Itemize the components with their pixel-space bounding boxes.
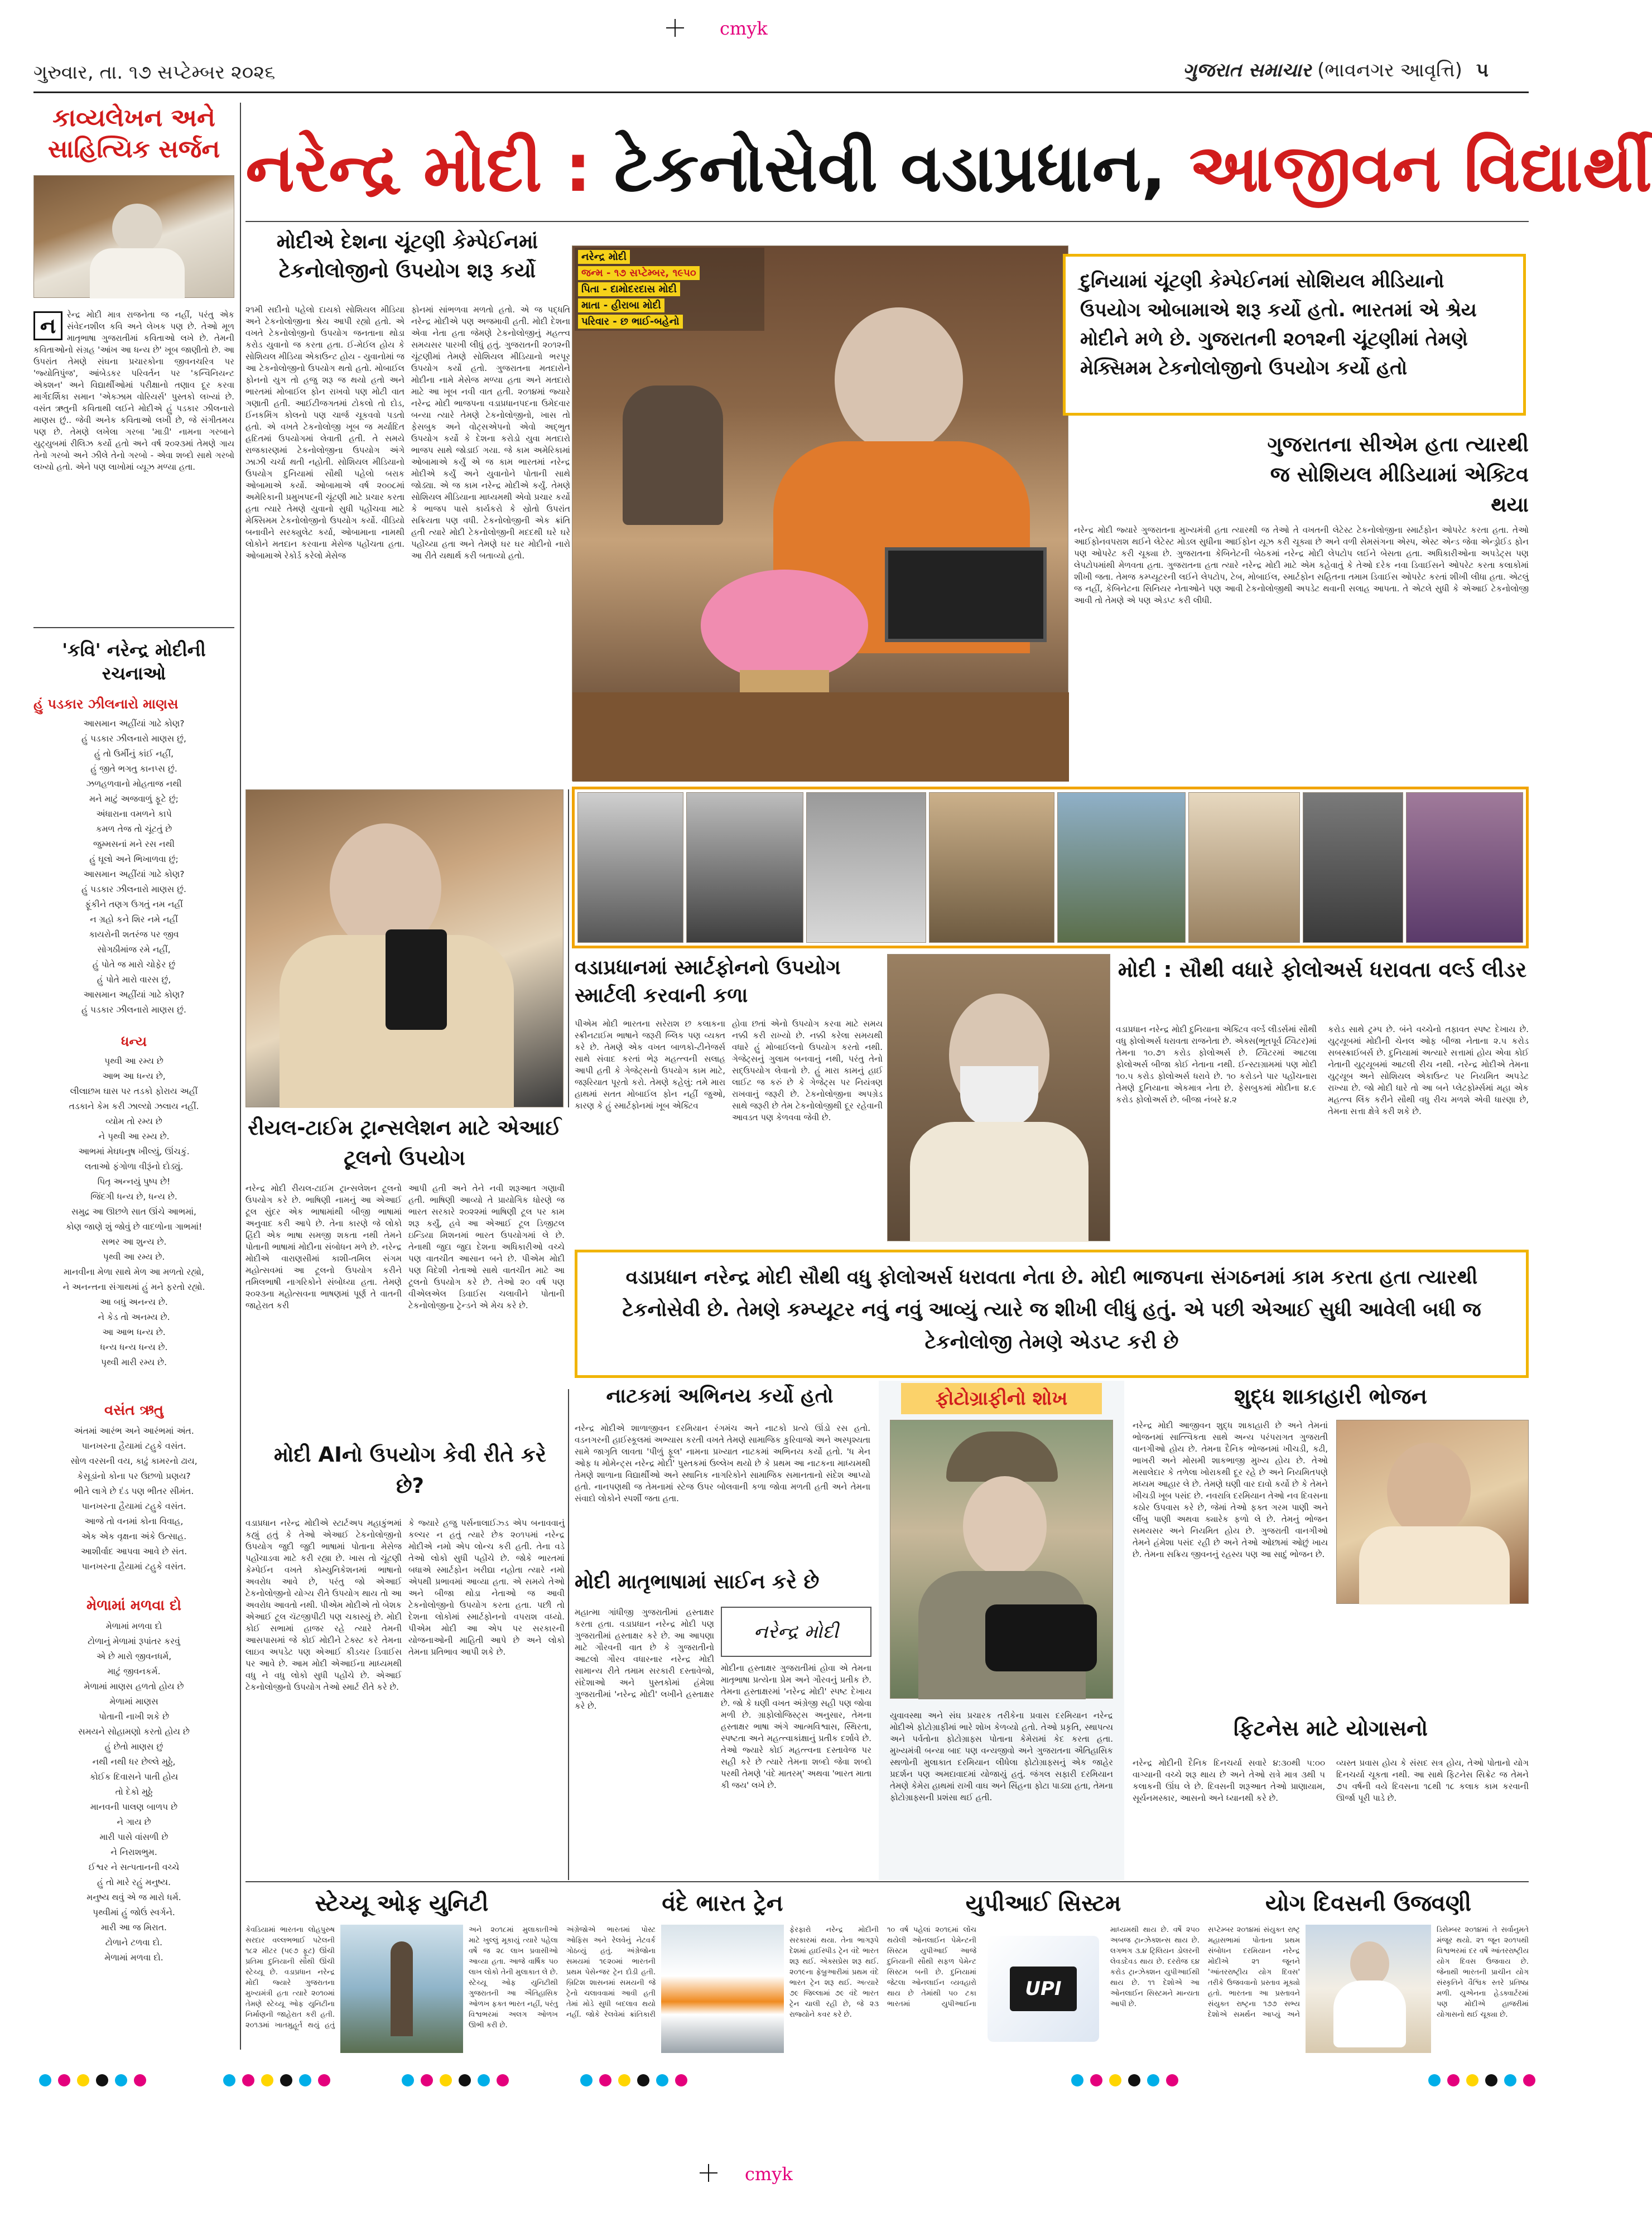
headline-rule [245,221,1529,222]
b1-title: સ્ટેચ્યૂ ઓફ યુનિટી [315,1891,489,1916]
poem-line: કમળ તેજ તો ચૂંટતું છે [95,824,172,834]
a8-title: ફોટોગ્રાફીનો શોખ [901,1383,1102,1414]
poem-line: મારી પાસે વાંસળી છે [99,1832,168,1842]
registration-dot [242,2074,254,2086]
registration-dot [440,2074,452,2086]
food-photo [1336,1420,1529,1604]
quote-top-text: દુનિયામાં ચૂંટણી કેમ્પેઈનમાં સોશિયલ મીડિયાનો ઉપયોગ ઓબામાએ શરૂ કર્યો હતો. ભારતમાં એ શ્રેય મોદીને મળે છે. ગુજરાતની ૨૦૧૨ની ચૂંટણીમાં તેમણે મેક્સિમમ ટેકનોલોજીનો ઉપયોગ કર્યો હતો [1080,270,1477,379]
registration-dot [637,2074,649,2086]
poem-line: ઝળહળવાનો મોહતાજ નથી [86,779,182,789]
headline-part2: ટેકનોસેવી વડાપ્રધાન, [614,129,1189,206]
a6-title: નાટકમાં અભિનય કર્યો હતો [606,1385,834,1408]
poem-line: ને નિરાશભુમ. [110,1847,157,1857]
poem-line: પાનખરના હૈયામાં ટહુકે વસંત. [81,1561,186,1572]
poem-line: હું પડકાર ઝીલનારો માણસ છું, [81,734,186,744]
poem-line: કેસૂડાંનો કોના પર ઉછળો પ્રણય? [77,1471,191,1481]
a2-title: ગુજરાતના સીએમ હતા ત્યારથી જ સોશિયલ મીડિયામાં એક્ટિવ થયા [1267,432,1529,517]
poem-line: હું પોતે જ મારો ચોફેર છું [92,960,176,970]
poem-line: એ છે મારો જીવનધર્મ, [96,1651,172,1661]
registration-dot [1504,2074,1516,2086]
strip-photo-8 [1406,792,1523,943]
camera-photo [890,1420,1113,1699]
strip-photo-4 [929,792,1054,943]
poem3-lines [33,1424,234,1585]
registration-dot [459,2074,471,2086]
phone-photo [245,789,563,1107]
poem-line: પિતૃ અન્નયું પુષ્પ છે! [97,1177,171,1187]
registration-mark-top [664,17,686,39]
b3-body: ૧૦ વર્ષ પહેલાં ૨૦૧૬માં લોંચ થયેલી ઓનલાઈન પેમેન્ટની સિસ્ટમ યુપીઆઈ આજે દુનિયાની સૌથી સફળ પેમેન્ટ સિસ્ટમ બની છે. દુનિયામાં જેટલા ઓનલાઈન વ્યવહારો થાય છે તેમાંથી ૫૦ ટકા ભારતમાં યુપીઆઈના માધ્યમથી થાય છે. વર્ષે ૨૫૦ અબજ ટ્રાન્ઝેક્શન્સ થાય છે. લગભગ ૩.૪ ટ્રિલિયન ડોલરની લેવડદેવડ થાય છે. દરરોજ ૬૪ કરોડ ટ્રાન્ઝેક્શન યુપીઆઈથી થાય છે. ૧૧ દેશોએ આ ઓનલાઈન સિસ્ટમને માન્યતા આપી છે. [887,1926,1200,2008]
signature-box [721,1607,871,1657]
registration-dot [39,2074,51,2086]
bottom-box-4 [1208,1888,1529,2056]
poem-line: ને પૃથ્વી આ રમ્ય છે. [98,1131,170,1141]
registration-dot [497,2074,509,2086]
upi-logo-icon: UPI [988,1936,1099,2042]
poem4-lines [33,1619,234,1982]
poem-line: અંધારાના વમળને કાપે [96,809,172,819]
registration-dot [656,2074,668,2086]
masthead [1183,59,1489,81]
bottom-box-1 [245,1888,558,2056]
poem-line: હું જીતે ભગતુ કાનપ્સ છું. [90,764,177,774]
poem1-lines [33,716,234,1029]
a8-caption: યુવાવસ્થા અને સંઘ પ્રચારક તરીકેના પ્રવાસ દરમિયાન નરેન્દ્ર મોદીએ ફોટોગ્રાફીમાં ભારે શોખ કેળવ્યો હતો. તેઓ પ્રકૃતિ, સ્થાપત્ય અને પર્વતોના ફોટોગ્રાફ્સ પોતાના કેમેરામાં કેદ કરતા હતા. મુખ્યમંત્રી બન્યા બાદ પણ વન્યજીવો અને ગુજરાતના ઐતિહાસિક સ્થળોની મુલાકાત દરમિયાન લીધેલા ફોટોગ્રાફ્સનું એક જાહેર પ્રદર્શન પણ અમદાવાદમાં યોજાયું હતું. જંગલ સફારી દરમિયાન તેમણે કેમેરા હાથમાં રાખી વાઘ અને સિંહના ફોટા પાડ્યા હતા, તેમના ફોટોગ્રાફ્સની પ્રશંસા થઈ હતી. [890,1710,1113,1802]
b4-body: સપ્ટેમ્બર ૨૦૧૪માં સંયુક્ત રાષ્ટ્ર મહાસભામાં પોતાના પ્રથમ સંબોધન દરમિયાન નરેન્દ્ર મોદીએ ૨૧ જૂનને 'આંતરરાષ્ટ્રીય યોગ દિવસ' તરીકે ઉજવવાનો પ્રસ્તાવ મૂક્યો હતો. ભારતના આ પ્રસ્તાવને સંયુક્ત રાષ્ટ્રના ૧૭૭ સભ્ય દેશોએ સમર્થન આપ્યું અને ડિસેમ્બર ૨૦૧૪માં તે સર્વાનુમતે મંજૂર થયો. ૨૧ જૂન ૨૦૧૫થી વિશ્વભરમાં દર વર્ષે આંતરરાષ્ટ્રીય યોગ દિવસ ઉજવાય છે. જેનાથી ભારતની પ્રાચીન યોગ સંસ્કૃતિને વૈશ્વિક સ્તરે પ્રતિષ્ઠા મળી. યુએનના હેડક્વાર્ટરમાં પણ મોદીએ હાજરીમાં યોગાસનો થઈ ચૂક્યા છે. [1208,1926,1529,2019]
poem-line: પૃથ્વી મારી રમ્ય છે. [100,1357,167,1367]
a10-title: શુદ્ધ શાકાહારી ભોજન [1234,1384,1427,1409]
registration-dot [1523,2074,1535,2086]
quote-mid [575,1250,1529,1378]
registration-dot [318,2074,330,2086]
poem-line: આસમાન અહીંયાં ગાઢે કોણ? [83,869,185,879]
poem-line: આ આભ ધન્ય છે. [102,1327,166,1337]
poem-line: ભીતે લાગે છે દંડ પણ ભીતર સીમંત. [74,1486,194,1496]
strip-photo-1 [577,792,683,943]
sidebar-intro [33,309,234,621]
headline-part1: નરેન્દ્ર મોદી : [245,129,614,206]
poem-line: સભર આ શુન્ય છે. [101,1237,167,1247]
cmyk-mark-bottom: cmyk [745,2163,793,2185]
sidebar-title: કાવ્યલેખન અને સાહિત્યિક સર્જન [47,104,220,163]
bottom-box-3 [887,1888,1200,2056]
registration-dot [77,2074,89,2086]
poem-line: કોઈક દિવાસને પાતી હોય [89,1772,179,1782]
cmyk-mark-top: cmyk [720,18,768,39]
a1-title: મોદીએ દેશના ચૂંટણી કેમ્પેઈનમાં ટેકનોલોજીનો ઉપયોગ શરૂ કર્યો [276,230,538,282]
poem2-lines [33,1054,234,1377]
poem-line: હું છેતો માણસ છું [104,1742,163,1752]
poem-line: ફૂંકીને તણગ ઉગતું નમ નહીં [85,899,183,909]
registration-dot [1147,2074,1159,2086]
registration-dot [223,2074,235,2086]
registration-dot [1109,2074,1121,2086]
poem-line: માટું જીવનકર્મ. [107,1666,161,1676]
photo-strip [572,787,1529,948]
poem-line: માનવની પાલણ બાળપ છે [90,1802,178,1812]
a1-col2: ફોનમાં સાંભળવા મળતો હતો. એ જ પદ્ધતિ નરેન્દ્ર મોદીએ પણ અજમાવી હતી. મોદી દેશના એવા નેતા હતા જેમણે ટેકનોલોજીનું મહત્ત્વ સમયસર પારખી લીધું હતું. ગુજરાતની ૨૦૧૨ની ચૂંટણીમાં તેમણે સોશિયલ મીડિયાનો ભરપૂર ઉપયોગ કર્યો હતો. ગુજરાતના મતદારોને મોદીના નામે મેસેજ મળ્યા હતા અને મતદારો માટે આ ખૂબ નવી વાત હતી. ૨૦૧૪માં જ્યારે નરેન્દ્ર મોદી ભાજપના વડાપ્રધાનપદના ઉમેદવાર બન્યા ત્યારે તેમણે ટેકનોલોજીનો, ખાસ તો ફેસબુક અને વોટ્સએપનો એવો અદ્ભુત ઉપયોગ કર્યો કે દેશના કરોડો યુવા મતદારો ભાજપ સાથે જોડાઈ ગયા. જે કામ અમેરિકામાં ઓબામાએ કર્યું એ જ કામ ભારતમાં નરેન્દ્ર મોદીએ કર્યું અને યુવાનોને પોતાની સાથે જોડ્યા. એ જ કામ નરેન્દ્ર મોદીએ કર્યું. તેમણે સોશિયલ મીડિયાના માધ્યમથી એવો પ્રચાર કર્યો કે ભાજપ પાસે કાર્યકરો કે સ્રોતો ઉપરાંત સક્રિયતા પણ વધી. ટેકનોલોજીની એક ક્રાંતિ હતી ત્યારે મોદી ટેકનોલોજીની મદદથી ઘરે ઘરે પહોંચ્યા હતા અને તેમણે ઘર ઘર મોદીનો નારો આ રીતે યથાર્થ કરી બતાવ્યો હતો. [411,305,570,561]
registration-dot [115,2074,127,2086]
registration-dot [58,2074,70,2086]
registration-dot [580,2074,593,2086]
writing-photo [33,175,234,298]
a9-col1: મહાત્મા ગાંધીજી ગુજરાતીમાં હસ્તાક્ષર કરતા હતા. વડાપ્રધાન નરેન્દ્ર મોદી પણ ગુજરાતીમાં હસ્તાક્ષર કરે છે. આ આપણા માટે ગૌરવની વાત છે કે ગુજરાતીનો આટલો ગૌરવ વધારનાર નરેન્દ્ર મોદી સામાન્ય રીતે તમામ સરકારી દસ્તાવેજો, સંદેશાઓ અને પુસ્તકોમાં હંમેશા ગુજરાતીમાં 'નરેન્દ્ર મોદી' લખીને હસ્તાક્ષર કરે છે. [575,1607,714,1711]
poem-line: સોગઠીમાંજ રમે નહીં, [97,944,171,955]
poem-line: આસમાન અહીંયાં ગાઢે કોણ? [83,990,185,1000]
poem-line: હું પોતે મારો વારસ છું, [97,975,171,985]
poem-line: સોળ વરસની વય, કાઢું કામરનો ઢાય, [70,1456,198,1466]
poem-line: ન ગ્રહો કને શિર નમે નહીં [90,914,178,924]
registration-dot [1466,2074,1478,2086]
a4-col1: પીએમ મોદી ભારતના સરેરાશ છ કલાકના સ્ક્રીનટાઈમ ભાષાને જરૂરી બ્લિક પણ વ્યક્ત કરે છે. તેમણે એક વખત બાળકો-ટીનેજર્સ સાથે સંવાદ કરતાં ભેરૂ મહત્ત્વની સલાહ આપી હતી કે ગેજેટ્સનો ઉપયોગ કામ માટે, જરૂરિયાત પૂરતો કરો. તેમણે કહેલું: તમે મારા હાથમાં સતત મોબાઈલ ફોન નહીં જુઓ, કારણ કે હું સ્માર્ટફોનમાં ખૂબ એક્ટિવ [575,1019,725,1111]
poem-line: ધન્ય ધન્ય ધન્ય છે. [100,1342,168,1352]
poem-line: પોતાની નાખી શકે છે [98,1712,170,1722]
poem-line: મેળામાં માણસ [109,1697,158,1707]
poem-line: ઈશ્વર ને સત્પતાનની વચ્ચે [88,1862,180,1872]
registration-dot [1071,2074,1083,2086]
poem-line: તો દેકો મુઠ્ઠે [115,1787,153,1797]
intro-text: રેન્દ્ર મોદી માત્ર રાજનેતા જ નહીં, પરંતુ એક સંવેદનશીલ કવિ અને લેખક પણ છે. તેઓ મૂળ માતૃભાષા ગુજરાતીમાં કવિતાઓ લખે છે. તેમની કવિતાઓનો સંગ્રહ 'આંખ આ ધન્ય છે' ખૂબ જાણીતો છે. આ ઉપરાંત તેમણે સંઘના પ્રચારકોના જીવનચરિત્ર પર 'જ્યોતિપુંજ', આંબેડકર પરિવર્તન પર 'કન્વિનિયન્ટ એક્શન' અને વિદ્યાર્થીઓમાં પરીક્ષાનો તણાવ દૂર કરવા માર્ગદર્શિકા સમાન 'એક્ઝામ વોરિયર્સ' પુસ્તકો લખ્યાં છે. વસંત ઋતુની કવિતાથી લઈને મોદીએ હું પડકાર ઝીલનારો માણસ છું.. જેવી અનેક કવિતાઓ લખી છે, જે સંગીતમય પણ છે. તેમણે લખેલા ગરબા 'માડી' નામના ગરબાને યુટ્યુબમાં રીલિઝ કર્યો હતો અને વર્ષ ૨૦૨૩માં તેમણે ગાય તેનો ગરબો અને ઝીલે તેનો ગરબો - એવા શબ્દો સાથે ગરબો લખ્યો હતો. એને પણ લાખોમાં વ્યૂઝ મળ્યા હતા. [33,310,234,472]
registration-dot [478,2074,490,2086]
poem-line: મારી આ જ મિરાત. [101,1922,167,1932]
a7-col2: કે જ્યારે હજુ પર્સનાલાઈઝ્ડ એપ બનાવવાનું કલ્ચર ન હતું ત્યારે છેક ૨૦૧૫માં નરેન્દ્ર મોદીએ નમો એપ લોન્ચ કરી હતી. તેના વડે તેઓ લોકો સુધી પહોંચે છે. જોકે ભારતમાં બધાએ સ્માર્ટફોન ખરીદ્યા નહોતા ત્યારે નમો એપથી પ્રભાવમાં આવ્યા હતા. એ સમયે તેઓ અને બીજા થોડા નેતાઓ જ આવી ટેકનોલોજીનો ઉપયોગ કરતા હતા. પછી તો દેશના લોકોમાં સ્માર્ટફોનનો વપરાશ વધ્યો. પીએમ મોદી આ એપ પર સરકારની યોજનાઓની માહિતી આપે છે અને લોકો તેમના પ્રતિભાવ આપી શકે છે. [408,1518,565,1657]
poem-line: તડકાને કેમ કરી ઝાલ્યો ઝલાય નહીં. [69,1101,199,1111]
quote-top [1063,254,1526,416]
poem-line: લીલાછમ ઘાસ પર તડકો ફોરાય અહીં [70,1086,198,1096]
main-headline [245,126,1652,210]
bio-family: પરિવાર - છ ભાઈ-બહેનો [578,315,683,329]
poem-line: મનુષ્ય થવું એ જ મારો ધર્મ. [86,1892,181,1902]
registration-dot [1428,2074,1441,2086]
col-rule-1 [568,789,569,1107]
poem-line: મેળામાં મળવા દો. [104,1953,163,1963]
registration-dot [1128,2074,1140,2086]
strip-photo-2 [686,792,803,943]
b2-title: વંદે ભારત ટ્રેન [662,1891,783,1916]
a11-col2: વ્યસ્ત પ્રવાસ હોય કે સંસદ સત્ર હોય, તેઓ પોતાનો યોગ દિનચર્યા ચૂકતા નથી. આ સાથે ફિટનેસ સિક્રેટ જ તેમને ૭૫ વર્ષની વયે દિવસના ૧૮થી ૧૮ કલાક કામ કરવાની ઊર્જા પૂરી પાડે છે. [1336,1758,1529,1803]
edition-name: (ભાવનગર આવૃત્તિ) [1317,59,1462,81]
bottom-box-2 [566,1888,879,2056]
poem-line: આભમાં મેઘધનુષ ખીલ્યું, ઊંચકું. [78,1146,190,1156]
a9-title: મોદી માતૃભાષામાં સાઈન કરે છે [575,1570,820,1593]
poem-line: હું તો ઉર્મીનું કાંઈ નહીં, [94,749,174,759]
registration-dot [421,2074,433,2086]
poem-line: હું તો મારે રહું મનુષ્ય. [97,1877,171,1887]
poem-line: કોણ જાણે શું જોવું છે વાદળોના ગાભમાં! [65,1222,203,1232]
a11-title: ફિટનેસ માટે યોગાસનો [1234,1716,1428,1741]
drop-cap: ન [33,311,62,340]
strip-photo-5 [1057,792,1186,943]
bio-born: જન્મ - ૧૭ સપ્ટેમ્બર, ૧૯૫૦ [578,266,700,280]
poem-line: જિંદગી ધન્ય છે, ધન્ય છે. [90,1192,177,1202]
poem-line: પાનખરના હૈયામાં ટહુકે વસંત. [81,1501,186,1511]
bottom-rule [245,1881,1529,1882]
poem-line: પૃથ્વી આ રમ્ય છે [104,1056,163,1066]
registration-dot [261,2074,273,2086]
a5-col1: વડાપ્રધાન નરેન્દ્ર મોદી દુનિયાના એક્ટિવ વર્લ્ડ લીડર્સમાં સૌથી વધુ ફોલોઅર્સ ધરાવતા રાજનેતા છે. એક્સ(ભૂતપૂર્વ ટ્વિટર)માં તેમના ૧૦.૭૧ કરોડ ફોલોઅર્સ છે. ટ્વિટરમાં આટલા ફોલોઅર્સ બીજા કોઈ નેતાના નથી. ઈન્સ્ટાગ્રામમાં પણ મોદી ૧૦.૫ કરોડ ફોલોઅર્સ ધરાવે છે. ૧૦ કરોડને પાર પહોંચનારા તેમણે દુનિયાના એકમાત્ર નેતા છે. ફેસબુકમાં મોદીના ૪.૯ કરોડ ફોલોઅર્સ છે. બીજા નંબરે ૪.૨ [1116,1024,1317,1105]
registration-dot [96,2074,108,2086]
registration-dot [280,2074,292,2086]
a11-col1: નરેન્દ્ર મોદીની દૈનિક દિનચર્યા સવારે ૪:૩૦થી ૫:૦૦ વાગ્યાની વચ્ચે શરૂ થાય છે અને તેઓ રાત્રે માત્ર ૩થી ૫ કલાકની ઊંઘ લે છે. દિવસની શરૂઆત તેઓ પ્રાણાયામ, સૂર્યનમસ્કાર, આસનો અને ધ્યાનથી કરે છે. [1133,1758,1325,1803]
poem-line: કાયરોની શતરંજ પર જીવ [89,929,179,939]
b1-body: કેવડિયામાં ભારતના લોહપુરુષ સરદાર વલ્લભભાઈ પટેલની ૧૮૨ મીટર (૫૯૭ ફૂટ) ઊંચી પ્રતિમા દુનિયાની સૌથી ઊંચી સ્ટેચ્યૂ છે. વડાપ્રધાન નરેન્દ્ર મોદી જ્યારે ગુજરાતના મુખ્યમંત્રી હતા ત્યારે ૨૦૧૦માં તેમણે સ્ટેચ્યૂ ઓફ યુનિટીના નિર્માણની જાહેરાત કરી હતી. ૨૦૧૩માં ખાતમુહૂર્ત થયું હતું અને ૨૦૧૮માં મુલાકાતીઓ માટે ખુલ્લું મૂકાયું ત્યારે પહેલા વર્ષે જ ૨૮ લાખ પ્રવાસીઓ આવ્યા હતા. આજે વાર્ષિક ૫૦ લાખ લોકો તેની મુલાકાત લે છે. સ્ટેચ્યૂ ઓફ યુનિટીથી ગુજરાતની આ ઐતિહાસિક ઓળખ ફક્ત ભારત નહીં, પરંતુ વિશ્વભરમાં અલગ ઓળખ ઊભી કરી છે. [245,1926,558,2030]
a9-col2: મોદીના હસ્તાક્ષર ગુજરાતીમાં હોવા એ તેમના માતૃભાષા પ્રત્યેના પ્રેમ અને ગૌરવનું પ્રતીક છે. તેમના હસ્તાક્ષરમાં 'નરેન્દ્ર મોદી' સ્પષ્ટ દેખાય છે. જો કે ઘણી વખત અંગ્રેજી સહી પણ જોવા મળી છે. ગ્રાફોલોજિસ્ટ્સ અનુસાર, તેમના હસ્તાક્ષર ભાષા અંગે આત્મવિશ્વાસ, સ્થિરતા, સ્પષ્ટતા અને મહત્ત્વાકાંક્ષાનું પ્રતીક દર્શાવે છે. તેઓ જ્યારે કોઈ મહત્ત્વના દસ્તાવેજ પર સહી કરે છે ત્યારે તેમના શબ્દો જેવા શબ્દો પરથી તેમણે 'વંદે માતરમ્' અથવા 'ભારત માતા કી જય' લખે છે. [721,1663,871,1790]
registration-dot [402,2074,414,2086]
sidebar [33,103,234,2050]
sidebar-rule [240,103,241,2050]
poem-line: આજે તો વનમાં કોના વિવાહ, [84,1516,184,1526]
poem-line: ટોળાનું મેળામાં રૂપાંતર કરવું [88,1636,180,1646]
b2-body: અંગ્રેજોએ ભારતમાં પોસ્ટ ઓફિસ અને રેલવેનું નેટવર્ક ગોઠવ્યું હતું. અંગ્રેજોના સમયમાં ૧૯૨૦માં ભારતની પ્રથમ પેસેન્જર ટ્રેન દોડી હતી. બ્રિટિશ શાસનમાં સમયની જે ટ્રેનો ચલાવવામાં આવી હતી તેમાં મોડે સુધી બદલાવ થયો નહીં. જોકે રેલવેમાં ક્રાંતિકારી ફેરફારો નરેન્દ્ર મોદીની સરકારમાં થયા. તેના ભાગરૂપે દેશમાં હાઈસ્પીડ ટ્રેન વંદે ભારત શરૂ થઈ. એક્સપ્રેસ શરૂ થઈ. ૨૦૧૯ના ફેબ્રુઆરીમાં પ્રથમ વંદે ભારત ટ્રેન શરૂ થઈ. અત્યારે ૭૯ જિલ્લામાં ૭૯ વંદે ભારત ટ્રેન ચાલી રહી છે, જે ૨૩ રાજ્યોને કવર કરે છે. [566,1926,879,2019]
registration-dot [134,2074,146,2086]
b3-title: યુપીઆઈ સિસ્ટમ [965,1891,1121,1916]
a7-col1: વડાપ્રધાન નરેન્દ્ર મોદીએ સ્ટાર્ટઅપ મહાકુંભમાં કહ્યું હતું કે તેઓ એઆઈ ટેકનોલોજીનો ઉપયોગ જુદી જુદી ભાષામાં પોતાના મેસેજ પહોંચાડવા માટે કરી રહ્યા છે. ખાસ તો ચૂંટણી કેમ્પેઈન વખતે કોમ્યુનિકેશનમાં ભાષાનો અવરોધ આવે છે, પરંતુ જો એઆઈ ટેકનોલોજીનો યોગ્ય રીતે ઉપયોગ થાય તો આ અવરોધ આવતો નથી. પીએમ મોદીએ તો બેશક એઆઈ ટૂલ ચૅટજીપીટી પણ ચકાસ્યું છે. મોદી કોઈ સભામાં હાજર રહે ત્યારે તેમની આસપાસમાં જે કોઈ મોદીને ટેક્સ્ટ કરે તેમના લાઇવ અપડેટ પણ એઆઈ કીડચર ડિવાઈસ પર આવે છે. આમ મોદી એઆઈના માધ્યમથી વધુ ને વધુ લોકો સુધી પહોંચે છે. એઆઈ ટેકનોલોજીનો ઉપયોગ તેઓ સ્માર્ટ રીતે કરે છે. [245,1518,402,1692]
quote-mid-text: વડાપ્રધાન નરેન્દ્ર મોદી સૌથી વધુ ફોલોઅર્સ ધરાવતા નેતા છે. મોદી ભાજપના સંગઠનમાં કામ કરતા હતા ત્યારથી ટેકનોસેવી છે. તેમણે કમ્પ્યૂટર નવું નવું આવ્યું ત્યારે જ શીખી લીધું હતું. એ પછી એઆઈ સુધી આવેલી બધી જ ટેકનોલોજી તેમણે એડપ્ટ કરી છે [622,1266,1481,1353]
registration-dot [1485,2074,1497,2086]
poems-title: 'કવિ' નરેન્દ્ર મોદીની રચનાઓ [62,639,206,684]
poem-line: પાનખરના હૈયામાં ટહુકે વસંત. [81,1441,186,1451]
a5-col2: કરોડ સાથે ટ્રમ્પ છે. બંને વચ્ચેનો તફાવત સ્પષ્ટ દેખાય છે. યુટ્યૂબમાં મોદીની ચેનલ ઓફ બીજા નેતાના ૨.૫ કરોડ સબસ્ક્રાઈબર્સ છે. દુનિયામાં અત્યારે સત્તામાં હોય એવા કોઈ નેતાની યુટ્યૂબમાં આટલી રીચ નથી. નરેન્દ્ર મોદીએ તેમના યુટ્યૂબ અને સોશિયલ એકાઉન્ટ પર નિયમિત અપડેટ રાખ્યા છે. જો મોદી ધારે તો આ બને પ્લેટફોર્મ્સમાં મહા એક મહત્ત્વ લિંક કરીને સૌથી વધુ રીચ મળશે એવી ધારણા છે, તેમના સત્તા ક્ષેત્રે કરી શકે છે. [1328,1024,1529,1116]
a3-col2: આપી હતી અને તેને નવી શરૂઆત ગણાવી હતી. ભાષિણી આવ્યો તે પ્રાયોગિક ધોરણે જ ભારત સરકારે ૨૦૨૨માં ભાષિણી ટૂલ પર કામ શરૂ કર્યું, હવે આ એઆઈ ટૂલ ડિજીટલ ઇન્ડિયા મિશનમાં ભારત ઉપયોગમાં લે છે. તેનાથી જુદા જુદા દેશના અધિકારીઓ વચ્ચે પણ વાતચીત આસાન બને છે. પીએમ મોદી પણ વિદેશી નેતાઓ સાથે વાતચીત માટે આ ટૂલનો ઉપયોગ કરે છે. તેઓ ૨૦ વર્ષ પણ વીએલએલ ડિવાઈસ ચલાવીને પોતાની ટેકનોલોજીના ટ્રેન્ડને એ મેચ કરે છે. [408,1183,565,1310]
poem-line: હું પડકાર ઝીલનારો માણસ છું. [81,884,186,894]
bio-mother: માતા - હીરાબા મોદી [578,298,664,312]
poem-line: અંતમાં આરંભ અને આરંભમાં અંત. [74,1426,194,1436]
poem-line: એક એક વૃક્ષના અંકે ઉત્સાહ. [81,1531,187,1541]
poem-line: આભ આ ધન્ય છે, [102,1071,166,1081]
headline-part3: આજીવન વિદ્યાર્થી [1189,129,1652,206]
poem-line: આ બધું અનન્ય છે. [100,1297,168,1307]
poem2-title: ધન્ય [121,1034,147,1049]
a4-col2: હોવા છતાં એનો ઉપયોગ કરવા માટે સમય નક્કી કરી રાખ્યો છે. નક્કી કરેલા સમયથી વધારે હું મોબાઈલનો ઉપયોગ કરતો નથી. ગેજેટ્સનું ગુલામ બનવાનું નથી, પરંતુ તેનો સદ્ઉપયોગ લેવાનો છે. હું મારા કામનું હાઈ લાઈટ જ કરું છે કે ગેજેટ્સ પર નિયંત્રણ રાખવાનું જરૂરી છે. ટેકનોલોજીના અપગ્રેડ સાથે જરૂરી છે તેમ ટેકનોલોજીથી દૂર રહેવાની આવડત પણ કેળવવા જેવી છે. [732,1019,883,1122]
poem3-title: વસંત ઋતુ [104,1402,164,1419]
poem-line: સમયને સોહામણો કરતો હોય છે [78,1727,190,1737]
poem-line: હું પડકાર ઝીલનારો માણસ છું. [81,1005,186,1015]
poem-line: નથી નથી ધર છેલ્લે મુઠ્ઠે, [92,1757,176,1767]
bio-box [575,248,764,331]
registration-dot [599,2074,611,2086]
poem1-title: હું પડકાર ઝીલનારો માણસ [33,696,179,712]
poem-line: આશીર્વાદ આપવા આવે છે સંત. [80,1546,187,1556]
poem-line: આસમાન અહીંયાં ગાઢે કોણ? [83,719,185,729]
paper-name: ગુજરાત સમાચાર [1183,59,1312,81]
strip-photo-7 [1303,792,1403,943]
poem-line: ને કેડ તો અનમ્ય છે. [98,1312,170,1322]
registration-dot [299,2074,311,2086]
poem4-title: મેળામાં મળવા દો [86,1597,182,1614]
registration-dot [618,2074,630,2086]
a2-body: નરેન્દ્ર મોદી જ્યારે ગુજરાતના મુખ્યમંત્રી હતા ત્યારથી જ તેઓ તે વખતની લેટેસ્ટ ટેકનોલોજીના સ્માર્ટફોન ઓપરેટ કરતા હતા. તેઓ આઈફોનવપરાશ થઈને લેટેસ્ટ મોડલ સુધીના આઈફોન યૂઝ કરી ચૂક્યા છે અને વળી સેમસંગના એસ્પ, એસ્ટ એન્ડ જેવા એન્ડ્રોઈડ ફોન પણ ઓપરેટ કરી ચૂક્યા છે. ગુજરાતના કેબિનેટની બેઠકમાં નરેન્દ્ર મોદી લેપટોપ લઈને બેસતા હતા. અધિકારીઓના અપડેટ્સ પણ લેપટોપમાંથી મેળવતા હતા. ગુજરાતના હતા ત્યારે નરેન્દ્ર મોદી માટે એમ કહેવાતું કે તેઓ દરેક નવા ડિવાઈસને ઓપરેટ કરતા કલાકોમાં શીખી જતા. તેમજ કમ્પ્યૂટરની લઈને લેપટોપ, ટેબ, મોબાઈલ, સ્માર્ટફોન સહિતના તમામ ડિવાઈસ ઓપરેટ કરતાં શીખી લીધા હતા. એટલું જ નહીં, કેબિનેટના સિનિયર નેતાઓને પણ આવી ટેકનોલોજીથી અપડેટ થવાની સલાહ આપતા. તે એટલે સુધી કે એઆઈ ટેકનોલોજી આવી તો તેમણે એ પણ એડપ્ટ કરી લીધી. [1074,525,1529,605]
registration-dot [1447,2074,1460,2086]
col-rule-2 [568,1389,569,1880]
poem-line: પૃથ્વીમાં હું જોઉં સ્વર્ગને. [93,1907,175,1917]
poem-line: જુમ્મસનાં મને રસ નથી [93,839,175,849]
a3-title: રીયલ-ટાઈમ ટ્રાન્સલેશન માટે એઆઈ ટૂલનો ઉપયોગ [248,1116,561,1170]
registration-dot [1090,2074,1102,2086]
a10-body: નરેન્દ્ર મોદી આજીવન શુદ્ધ શાકાહારી છે અને તેમનાં ભોજનમાં સાત્ત્વિકતા સાથે અન્ય પરંપરાગત ગુજરાતી વાનગીઓ હોય છે. તેમના દૈનિક ભોજનમાં ખીચડી, કઢી, ભાખરી અને મોસમી શાકભાજી મુખ્ય હોય છે. તેઓ મસાલેદાર કે તળેલા ખોરાકથી દૂર રહે છે અને નિયમિતપણે મધ્યમ આહાર લે છે. તેમણે ઘણી વાર દાવો કર્યો છે કે તેમને ખીચડી ખૂબ પસંદ છે. નવરાત્રિ દરમિયાન તેઓ નવ દિવસના કઠોર ઉપવાસ કરે છે, જેમાં તેઓ ફક્ત ગરમ પાણી અને લીંબુ પાણી અથવા ક્યારેક ફળો લે છે. તેમનું ભોજન સમયસર અને નિયમિત હોય છે. ગુજરાતી વાનગીઓ તેમને હંમેશા પસંદ રહી છે અને તેઓ ઓછામાં ઓછું ખાય છે. તેમના સક્રિય જીવનનું રહસ્ય પણ આ સાદું ભોજન છે. [1133,1420,1328,1559]
registration-dot [675,2074,687,2086]
issue-date: ગુરુવાર, તા. ૧૭ સપ્ટેમ્બર ૨૦૨૬ [33,61,276,84]
a8-box [879,1381,1124,1880]
header-rule [33,91,1529,93]
poem-line: ટોળાને ટળવા દો. [105,1938,163,1948]
bio-father: પિતા - દામોદરદાસ મોદી [578,282,680,296]
registration-dot [1166,2074,1178,2086]
poem-line: મને માટું અજવાળું ફૂટે છું; [89,794,179,804]
poem-line: માનવીના મેળા સાથે મેળ આ મળતો રહ્યો, [64,1267,204,1277]
a6-body: નરેન્દ્ર મોદીએ શાળાજીવન દરમિયાન રંગમંચ અને નાટકો પ્રત્યે ઊંડો રસ હતો. વડનગરની હાઈસ્કૂલમાં અભ્યાસ કરતી વખતે તેમણે સામાજિક કુરિવાજો અને અસ્પૃશ્યતા સામે જાગૃતિ લાવતા 'પીળું ફૂલ' નામના પ્રખ્યાત નાટકમાં અભિનય કર્યો હતો. 'ધ મેન ઓફ ધ મોમેન્ટ્સ નરેન્દ્ર મોદી' પુસ્તકમાં ઉલ્લેખ થયો છે કે પ્રથમ આ નાટકના માધ્યમથી તેમણે શાળાના વિદ્યાર્થીઓ અને સ્થાનિક નાગરિકોને સામાજિક સમાનતાનો સંદેશ આપ્યો હતો. નાનપણથી જ તેમનામાં સ્ટેજ ઉપર બોલવાની કળા જોવા મળતી હતી અને તેમના સંવાદો લોકોને સ્પર્શી જતા હતા. [575,1423,870,1503]
registration-mark-bottom [697,2162,720,2184]
strip-photo-6 [1188,792,1300,943]
poem-line: પૃથ્વી આ રમ્ય છે. [103,1252,165,1262]
poem-line: મેળામાં માણસ હળતો હોય છે [84,1681,184,1691]
poem-line: લતાઓ ફંગોળા વીરૂંનો દોડ્યું. [84,1161,184,1172]
a5-title: મોદી : સૌથી વધારે ફોલોઅર્સ ધરાવતા વર્લ્ડ લીડર [1118,957,1527,982]
signature-text: નરેન્દ્ર મોદી [753,1621,839,1643]
poem-line: વ્યોમ તો રમ્ય છે [105,1116,162,1126]
strip-photo-3 [806,792,926,943]
poem-line: ને અનન્તના સંગાથમાં હું મને ફરતો રહ્યો. [62,1282,205,1292]
portrait-photo [887,954,1110,1241]
a1-col1: ૨૧મી સદીનો પહેલો દાયકો સોશિયલ મીડિયા અને ટેકનોલોજીના શ્રેય આપી રહ્યો હતો. એ વખતે ટેકનોલોજીનો ઉપયોગ જનતાના થોડા કરોડ યુવાનો જ કરતા હતા. ઈ-મેઈલ હોય કે સોશિયલ મીડિયા એકાઉન્ટ હોય - યુવાનોમાં જ આ ટેકનોલોજીનો ઉપયોગ થતો હતો. મોબાઈલ ફોનનો યુગ તો હજુ શરૂ જ થયો હતો અને ભારતમાં મોબાઈલ ફોન રાખવો પણ મોટી વાત ગણાતી હતી. આઈટીજગતમાં ટોકલો તો દોડ, ઈનકમિંગ કોલનો પણ ચાર્જ ચૂકવવો પડતો હતો. એ વખતે ટેકનોલોજી ખૂબ જ મર્યાદિત હદિતમાં ઉપયોગમાં લેવાતી હતી. તે સમયે રાજકારણમાં ટેકનોલોજીના ઉપયોગ અંગે ઝાઝી ચર્ચા થતી નહોતી. સોશિયલ મીડિયાનો ઉપયોગ દુનિયામાં સૌથી પહેલો બરાક ઓબામાએ કર્યો. ઓબામાએ વર્ષ ૨૦૦૮માં અમેરિકાની પ્રમુખપદની ચૂંટણી માટે પ્રચાર કરતા હતા ત્યારે તેમણે યુવાનો સુધી પહોંચવા માટે મેક્સિમમ ટેકનોલોજીનો ઉપયોગ કર્યો. વીડિયો બનાવીને સરક્યુલેટ કર્યા, ઓબામાના નામથી લોકોને મતદાન કરવાના મેસેજ પહોંચતા હતા. ઓબામાએ રેકોર્ડ કરેલો મેસેજ [245,305,404,561]
poem-line: મેળામાં મળવા દો [105,1621,162,1631]
poem-line: સમુદ્ર આ ઊછળે સાત ઊંચે આભમાં, [71,1207,196,1217]
sidebar-divider [33,627,234,628]
poem-line: ને ગાય છે [117,1817,151,1827]
bio-name: નરેન્દ્ર મોદી [578,250,630,264]
page-number: ૫ [1476,59,1489,81]
poem-line: હું ઘૂલો અને ભિખાળવા છું; [89,854,179,864]
a10-body-note [1336,1609,1529,1704]
a3-col1: નરેન્દ્ર મોદી રીયલ-ટાઈમ ટ્રાન્સલેશન ટૂલનો ઉપયોગ કરે છે. ભાષિણી નામનું આ એઆઈ ટૂલ સુંદર એક ભાષામાંથી બીજી ભાષામાં અનુવાદ કરી આપે છે. તેના કારણે જે લોકો હિંદી એક ભાષા સમજી શકતા નથી તેમને પોતાની ભાષામાં મોદીના સંબોધન મળે છે. નરેન્દ્ર મોદીએ વારાણસીમાં કાશી-તમિલ સંગમ મહોત્સવમાં આ ટૂલનો ઉપયોગ કરીને તમિલભાષી નાગરિકોને સંબોધ્યા હતા. તેમણે ૨૦૨૩ના મહોત્સવના ભાષણમાં પૂર્ણ તે વાતની જાહેરાત કરી [245,1183,402,1310]
a7-title: મોદી AIનો ઉપયોગ કેવી રીતે કરે છે? [273,1443,547,1498]
a4-title: વડાપ્રધાનમાં સ્માર્ટફોનનો ઉપયોગ સ્માર્ટલી કરવાની કળા [575,956,841,1007]
b4-title: યોગ દિવસની ઉજવણી [1265,1891,1472,1916]
